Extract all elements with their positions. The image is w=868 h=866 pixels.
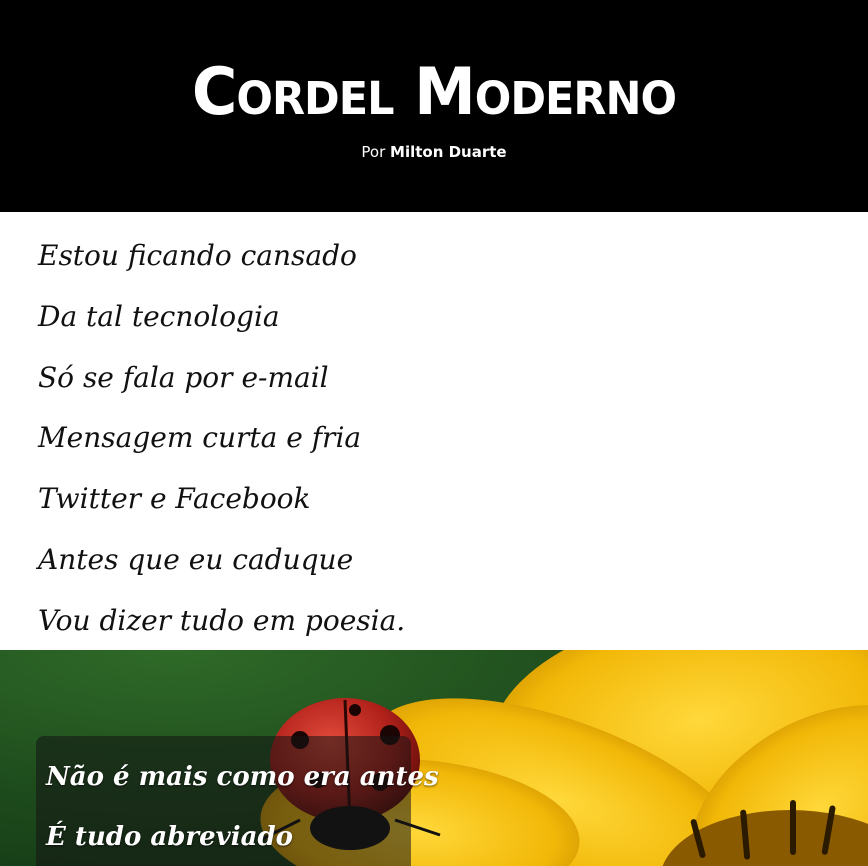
poem-verse: Antes que eu caduque xyxy=(38,542,354,576)
site-header xyxy=(0,0,868,212)
caption-line: Não é mais como era antes xyxy=(46,762,439,792)
poem-verse: Vou dizer tudo em poesia. xyxy=(38,603,406,637)
poem-verse: Só se fala por e-mail xyxy=(38,360,329,394)
author-link[interactable]: Milton Duarte xyxy=(390,143,507,161)
byline-prefix: Por xyxy=(361,143,386,161)
site-title[interactable]: Cordel Moderno xyxy=(191,53,677,130)
caption-line: É tudo abreviado xyxy=(46,822,293,852)
byline xyxy=(0,142,868,162)
poem-verse: Mensagem curta e fria xyxy=(38,421,362,455)
poem-stanza xyxy=(38,226,838,652)
poem-verse: Da tal tecnologia xyxy=(38,299,280,333)
poem-verse: Twitter e Facebook xyxy=(38,482,311,516)
poem-verse: Estou ficando cansado xyxy=(38,239,357,272)
